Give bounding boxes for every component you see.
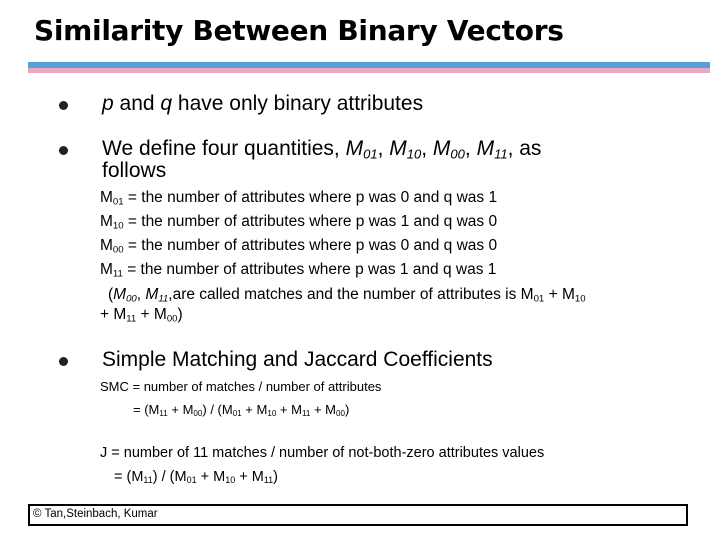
bullet-text-2-line2: follows (102, 159, 167, 182)
definition-m11: $M_{11}$ = the number of attributes where p was 1 and q was 1 (100, 261, 497, 280)
definition-m00: $M_{00}$ = the number of attributes where p was 0 and q was 0 (100, 237, 498, 256)
footer-box (28, 504, 688, 526)
footer-copyright: © Tan,Steinbach, Kumar (33, 508, 158, 520)
bullet-dot-3 (59, 357, 68, 366)
smc-line-1: SMC = number of matches / number of attributes (100, 379, 382, 394)
bullet-dot-1 (59, 101, 68, 110)
bullet-text-1: p and q have only binary attributes (102, 92, 424, 115)
definition-m10: $M_{10}$ = the number of attributes where p was 1 and q was 0 (100, 213, 498, 232)
jaccard-line-2: = $(M_{11}) / (M_{01} + M_{10} + M_{11})$ (114, 469, 279, 486)
bullet-dot-2 (59, 146, 68, 155)
matches-line-1: ($M_{00}$, $M_{11},are$ called matches and the number of attributes is $M_{01} + M_{10}$ (108, 286, 586, 305)
slide-title: Similarity Between Binary Vectors (34, 14, 564, 47)
smc-line-2: = $(M_{11} + M_{00}) / (M_{01} + M_{10} + M_{11} + M_{00})$ (133, 402, 350, 418)
matches-line-2: + $M_{11} + M_{00}$) (100, 306, 183, 325)
bullet-text-3: Simple Matching and Jaccard Coefficients (102, 348, 493, 371)
bullet-text-2: We define four quantities, $M_{01}$, $M_{10}$, $M_{00}$, $M_{11}$, as (102, 137, 542, 162)
jaccard-line-1: J = number of 11 matches / number of not-both-zero attributes values (100, 445, 545, 461)
title-rule-pink (28, 68, 710, 73)
definition-m01: $M_{01}$ = the number of attributes where p was 0 and q was 1 (100, 189, 498, 208)
